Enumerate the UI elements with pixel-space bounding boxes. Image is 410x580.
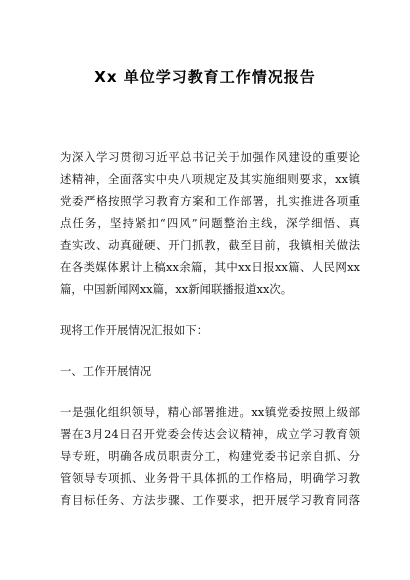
paragraph-line: 点任务，坚持紧扣“四风”问题整治主线，深学细悟、真 xyxy=(60,216,360,230)
paragraph-line: 署在3月24日召开党委会传达会议精神，成立学习教育领 xyxy=(60,427,360,441)
paragraph-line: 查实改、动真碰硬、开门抓教，截至目前，我镇相关做法 xyxy=(60,238,360,252)
paragraph-line: 在各类媒体累计上稿xx余篇，其中xx日报xx篇、人民网xx xyxy=(60,260,360,274)
paragraph-line: 一是强化组织领导，精心部署推进。xx镇党委按照上级部 xyxy=(60,405,360,419)
paragraph-line: 篇，中国新闻网xx篇，xx新闻联播报道xx次。 xyxy=(60,282,293,296)
paragraph-line: 管领导专项抓、业务骨干具体抓的工作格局，明确学习教 xyxy=(60,471,360,485)
section-heading: 一、工作开展情况 xyxy=(60,364,152,378)
document-title: Xx 单位学习教育工作情况报告 xyxy=(94,68,316,86)
paragraph-line: 党委严格按照学习教育方案和工作部署，扎实推进各项重 xyxy=(60,194,360,208)
paragraph-line: 导专班，明确各成员职责分工，构建党委书记亲自抓、分 xyxy=(60,449,360,463)
paragraph-line: 育目标任务、方法步骤、工作要求，把开展学习教育同落 xyxy=(60,493,360,507)
paragraph-line: 为深入学习贯彻习近平总书记关于加强作风建设的重要论 xyxy=(60,150,360,164)
paragraph-line: 述精神，全面落实中央八项规定及其实施细则要求，xx镇 xyxy=(60,172,360,186)
intro-line: 现将工作开展情况汇报如下： xyxy=(60,323,209,337)
